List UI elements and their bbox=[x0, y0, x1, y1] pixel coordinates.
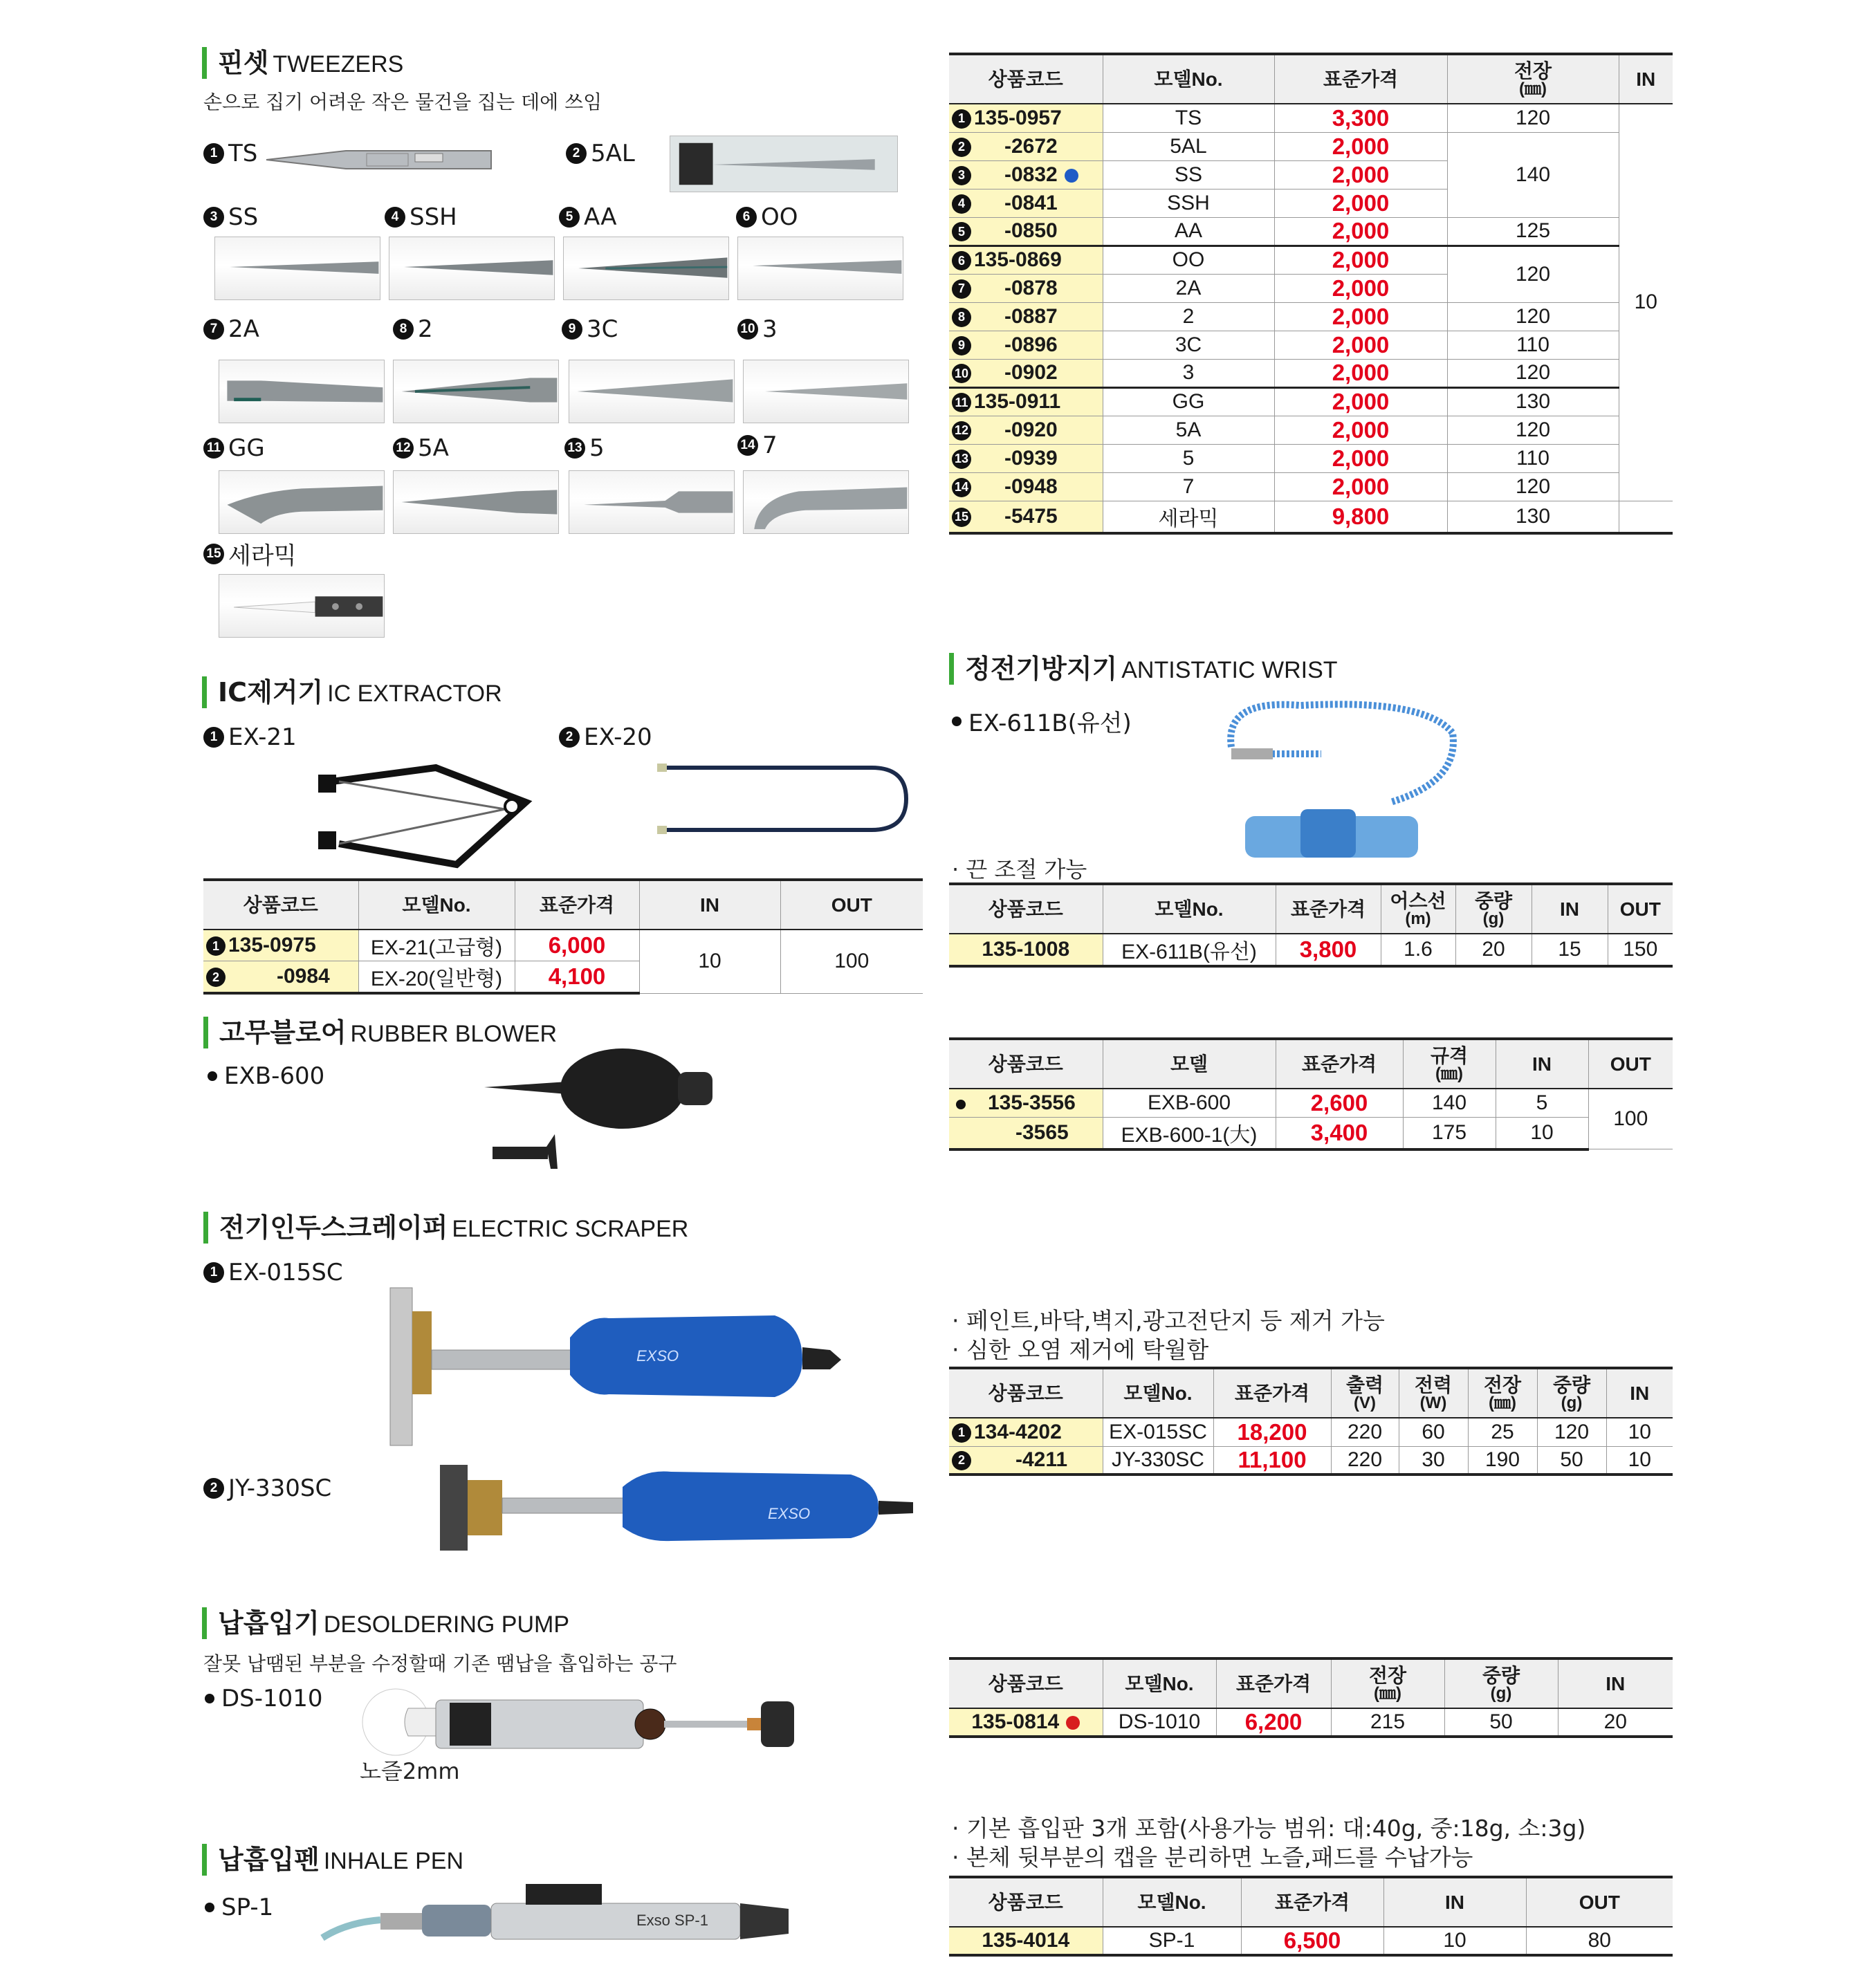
table-row: 135-3556 EXB-600 2,600 140 5 100 bbox=[949, 1089, 1673, 1117]
ic-item-ex20: 2 EX-20 bbox=[559, 723, 652, 751]
scraper-ex015sc-image bbox=[387, 1284, 858, 1450]
wrist-table: 상품코드 모델No. 표준가격 어스선 (m) 중량 (g) IN OUT 135-1008 EX-611B(유선) 3,800 1.6 20 15 150 bbox=[949, 882, 1673, 968]
scraper-item-ex015sc: 1 EX-015SC bbox=[203, 1259, 343, 1286]
tweezer-label-5a: 12 5A bbox=[393, 434, 449, 462]
table-row: 14 -0948 7 2,000 120 bbox=[949, 472, 1673, 501]
pump-desc: 잘못 납땜된 부분을 수정할때 기존 땜납을 흡입하는 공구 bbox=[203, 1652, 677, 1675]
tweezer-3-image bbox=[743, 360, 909, 423]
scraper-item-jy330sc: 2 JY-330SC bbox=[203, 1475, 331, 1502]
status-dot bbox=[1065, 169, 1078, 183]
scraper-note-2: · 심한 오염 제거에 탁월함 bbox=[952, 1336, 1209, 1363]
tweezer-label-7: 14 7 bbox=[737, 432, 778, 459]
tweezer-label-5al: 2 5AL bbox=[566, 140, 635, 167]
tweezer-7-image bbox=[743, 470, 909, 534]
table-row: 135-4014 SP-1 6,500 10 80 bbox=[949, 1927, 1673, 1955]
wrist-item: EX-611B(유선) bbox=[952, 704, 1132, 738]
pen-note-1: · 기본 흡입판 3개 포함(사용가능 범위: 대:40g, 중:18g, 소:3g) bbox=[952, 1815, 1586, 1842]
tweezer-label-3: 10 3 bbox=[737, 315, 778, 343]
table-row: 10 -0902 3 2,000 120 bbox=[949, 359, 1673, 387]
blower-item: EXB-600 bbox=[208, 1062, 324, 1090]
tweezer-label-ts: 1 TS bbox=[203, 140, 257, 167]
svg-text:EXSO: EXSO bbox=[768, 1505, 811, 1522]
svg-text:EXSO: EXSO bbox=[636, 1347, 679, 1365]
svg-text:Exso SP-1: Exso SP-1 bbox=[636, 1912, 708, 1929]
tweezer-label-ceramic: 15 세라믹 bbox=[203, 537, 297, 571]
tweezer-label-ss: 3 SS bbox=[203, 203, 258, 231]
tweezer-2-image bbox=[393, 360, 559, 423]
tweezer-5-image bbox=[569, 470, 735, 534]
table-row: 3 -0832 SS 2,000 bbox=[949, 160, 1673, 189]
blower-title: 고무블로어 RUBBER BLOWER bbox=[203, 1017, 557, 1048]
tweezers-title: 핀셋 TWEEZERS bbox=[202, 47, 403, 79]
pen-note-2: · 본체 뒷부분의 캡을 분리하면 노즐,패드를 수납가능 bbox=[952, 1844, 1473, 1871]
tweezer-ts-image bbox=[263, 136, 498, 184]
wrist-strap-image bbox=[1217, 692, 1466, 865]
ic-item-ex21: 1 EX-21 bbox=[203, 723, 297, 751]
tweezer-label-oo: 6 OO bbox=[736, 203, 798, 231]
table-row: 6 135-0869 OO 2,000 120 bbox=[949, 246, 1673, 274]
table-row: 12 -0920 5A 2,000 120 bbox=[949, 416, 1673, 444]
scraper-table: 상품코드 모델No. 표준가격 출력 (V) 전력 (W) 전장 (㎜) 중량 (g) IN 1 134-4202 EX-015SC 18,200 220 60 25 120 10 2 -4211 JY-330SC 11,100 220 30 190 50 10 bbox=[949, 1367, 1673, 1476]
table-row: 15 -5475 세라믹 9,800 130 bbox=[949, 501, 1673, 533]
scraper-jy330sc-image bbox=[436, 1459, 913, 1556]
tweezer-label-2: 8 2 bbox=[393, 315, 433, 343]
ic-extractor-ex20-image bbox=[650, 754, 913, 844]
wrist-title: 정전기방지기 ANTISTATIC WRIST bbox=[949, 653, 1338, 685]
tweezer-gg-image bbox=[219, 470, 385, 534]
pump-item: DS-1010 bbox=[205, 1685, 323, 1712]
tweezer-5a-image bbox=[393, 470, 559, 534]
ic-extractor-table: 상품코드 모델No. 표준가격 IN OUT 1 135-0975 EX-21(고급형) 6,000 10 100 2 -0984 EX-20(일반형) 4,100 bbox=[203, 878, 923, 995]
tweezer-ss-image bbox=[214, 237, 380, 300]
tweezer-ceramic-image bbox=[219, 574, 385, 638]
table-row: 1 134-4202 EX-015SC 18,200 220 60 25 120 10 bbox=[949, 1418, 1673, 1446]
wrist-note: · 끈 조절 가능 bbox=[952, 856, 1087, 882]
tweezer-2a-image bbox=[219, 360, 385, 423]
tweezer-5al-image bbox=[670, 136, 898, 192]
table-row: 9 -0896 3C 2,000 110 bbox=[949, 331, 1673, 359]
table-row: 2 -4211 JY-330SC 11,100 220 30 190 50 10 bbox=[949, 1446, 1673, 1475]
scraper-note-1: · 페인트,바닥,벽지,광고전단지 등 제거 가능 bbox=[952, 1307, 1385, 1334]
table-row: 4 -0841 SSH 2,000 bbox=[949, 189, 1673, 217]
table-row: 1 135-0957 TS 3,300 120 10 bbox=[949, 104, 1673, 132]
table-row: 7 -0878 2A 2,000 bbox=[949, 274, 1673, 302]
blower-image bbox=[477, 1044, 733, 1183]
table-row: 135-0814 DS-1010 6,200 215 50 20 bbox=[949, 1708, 1673, 1737]
table-row: -3565 EXB-600-1(大) 3,400 175 10 bbox=[949, 1117, 1673, 1149]
tweezer-oo-image bbox=[737, 237, 903, 300]
pen-image bbox=[318, 1874, 796, 1957]
tweezers-table: 상품코드 모델No. 표준가격 전장 (㎜) IN 1 135-0957 TS 3,300 120 10 2 -2672 5AL 2,000 140 3 -0832 SS 2,000 4 -0841 SSH 2,000 5 -0850 AA 2,000 125 6 135-0869 OO 2,000 120 7 -0878 2A 2,000 8 -0887 2 2,000 120 9 -0896 3C 2,000 110 10 -0902 3 2,000 120 11 135-0911 GG 2,000 130 12 -0920 5A 2,000 120 13 -0939 5 2,000 110 14 -0948 7 2,000 120 15 -5475 세라믹 9,800 130 bbox=[949, 53, 1673, 535]
tweezers-desc: 손으로 집기 어려운 작은 물건을 집는 데에 쓰임 bbox=[203, 91, 603, 113]
pen-table: 상품코드 모델No. 표준가격 IN OUT 135-4014 SP-1 6,500 10 80 bbox=[949, 1876, 1673, 1957]
tweezer-3c-image bbox=[569, 360, 735, 423]
table-row: 8 -0887 2 2,000 120 bbox=[949, 302, 1673, 331]
tweezer-label-ssh: 4 SSH bbox=[385, 203, 457, 231]
ic-extractor-title: IC제거기 IC EXTRACTOR bbox=[202, 676, 502, 708]
table-row: 2 -0984 EX-20(일반형) 4,100 bbox=[203, 961, 923, 994]
table-row: 135-1008 EX-611B(유선) 3,800 1.6 20 15 150 bbox=[949, 934, 1673, 966]
pen-title: 납흡입펜 INHALE PEN bbox=[202, 1844, 463, 1876]
pump-image bbox=[360, 1688, 816, 1764]
tweezer-aa-image bbox=[563, 237, 729, 300]
table-row: 5 -0850 AA 2,000 125 bbox=[949, 217, 1673, 246]
pen-item: SP-1 bbox=[205, 1894, 273, 1921]
blower-table: 상품코드 모델 표준가격 규격 (㎜) IN OUT 135-3556 EXB-600 2,600 140 5 100 -3565 EXB-600-1(大) 3,400 175 10 bbox=[949, 1037, 1673, 1151]
table-row: 1 135-0975 EX-21(고급형) 6,000 10 100 bbox=[203, 930, 923, 961]
table-row: 13 -0939 5 2,000 110 bbox=[949, 444, 1673, 472]
tweezer-label-aa: 5 AA bbox=[559, 203, 616, 231]
pump-title: 납흡입기 DESOLDERING PUMP bbox=[202, 1607, 569, 1639]
scraper-title: 전기인두스크레이퍼 ELECTRIC SCRAPER bbox=[203, 1212, 688, 1244]
tweezer-label-2a: 7 2A bbox=[203, 315, 259, 343]
table-row: 11 135-0911 GG 2,000 130 bbox=[949, 387, 1673, 416]
tweezer-label-gg: 11 GG bbox=[203, 434, 265, 462]
tweezer-ssh-image bbox=[389, 237, 555, 300]
pump-table: 상품코드 모델No. 표준가격 전장 (㎜) 중량 (g) IN 135-0814 DS-1010 6,200 215 50 20 bbox=[949, 1657, 1673, 1738]
ic-extractor-ex21-image bbox=[297, 754, 540, 871]
tweezer-label-5: 13 5 bbox=[564, 434, 605, 462]
pump-nozzle-label: 노즐2mm bbox=[360, 1758, 460, 1784]
tweezer-label-3c: 9 3C bbox=[562, 315, 618, 343]
status-dot bbox=[1066, 1716, 1080, 1730]
table-row: 2 -2672 5AL 2,000 140 bbox=[949, 132, 1673, 160]
